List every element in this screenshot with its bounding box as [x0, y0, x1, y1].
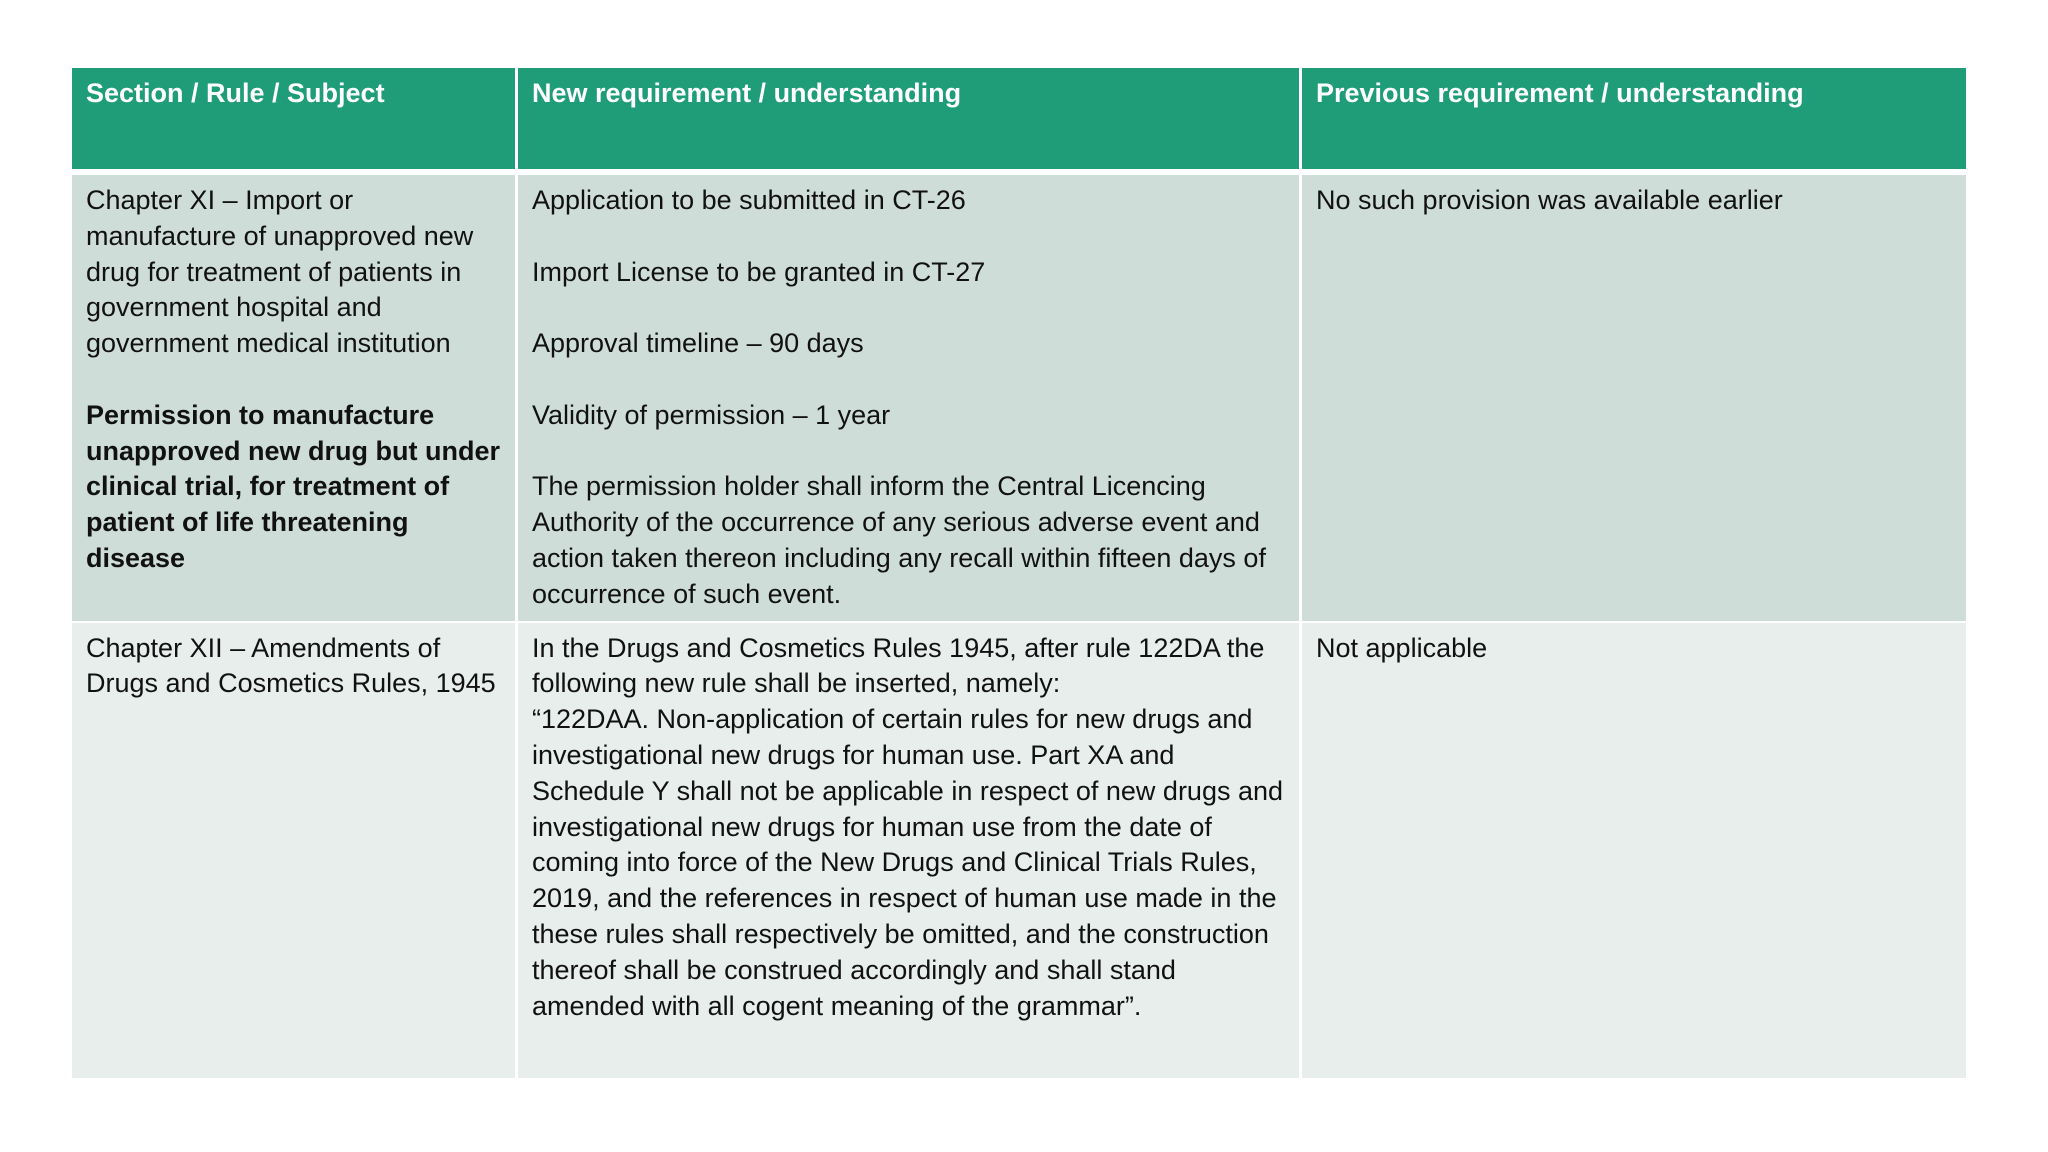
- subject-bold-text: Permission to manufacture unapproved new drug but under clinical trial, for treatment of patient of life threatening disease: [86, 399, 500, 573]
- requirement-quote: “122DAA. Non-application of certain rules for new drugs and investigational new drugs for human use. Part XA and Schedule Y shall not be applicable in respect of new drugs and investigational new drugs for human use from the date of coming into force of the New Drugs and Clinical Trials Rules, 2019, and the references in respect of human use made in the these rules shall respectively be omitted, and the construction thereof shall be construed accordingly and shall stand amended with all cogent meaning of the grammar”.: [532, 704, 1284, 1021]
- new-requirement-cell: [518, 175, 1302, 623]
- header-section-rule-subject: Section / Rule / Subject: [72, 68, 518, 175]
- comparison-table: [72, 68, 1966, 1078]
- subject-cell: [72, 175, 518, 623]
- requirement-item: Approval timeline – 90 days: [532, 328, 864, 359]
- requirement-item: Validity of permission – 1 year: [532, 399, 891, 430]
- header-new-requirement: New requirement / understanding: [518, 68, 1302, 175]
- header-previous-requirement: Previous requirement / understanding: [1302, 68, 1966, 175]
- requirement-item: Application to be submitted in CT-26: [532, 185, 966, 215]
- table-header-row: [72, 68, 1966, 175]
- requirement-intro: In the Drugs and Cosmetics Rules 1945, after rule 122DA the following new rule shall be inserted, namely:: [532, 632, 1265, 699]
- requirement-item: The permission holder shall inform the Central Licencing Authority of the occurrence of any serious adverse event and action taken thereon including any recall within fifteen days of occurrence of such event.: [532, 471, 1266, 609]
- requirement-item: Import License to be granted in CT-27: [532, 256, 986, 287]
- previous-requirement-cell: Not applicable: [1302, 623, 1966, 1078]
- table-row: [72, 623, 1966, 1078]
- subject-text: Chapter XI – Import or manufacture of unapproved new drug for treatment of patients in government hospital and government medical institution: [86, 185, 474, 359]
- previous-requirement-cell: No such provision was available earlier: [1302, 175, 1966, 623]
- table-row: [72, 175, 1966, 623]
- subject-cell: Chapter XII – Amendments of Drugs and Cosmetics Rules, 1945: [72, 623, 518, 1078]
- new-requirement-cell: [518, 623, 1302, 1078]
